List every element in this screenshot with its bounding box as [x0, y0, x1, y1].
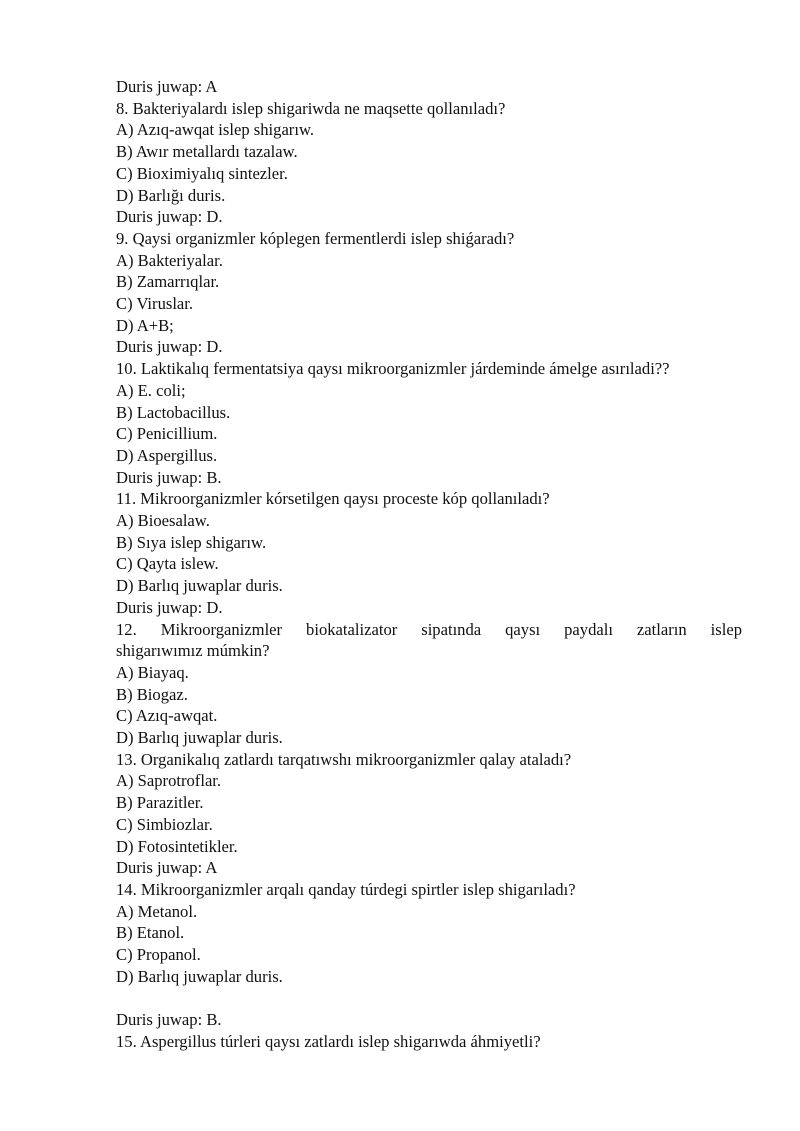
- option-line: C) Propanol.: [116, 945, 201, 965]
- answer-line: Duris juwap: D.: [116, 337, 223, 357]
- blank-line: [116, 988, 742, 1010]
- question-8: 8. Bakteriyalardı islep shigariwda ne maqsette qollanıladı?: [116, 98, 506, 118]
- option-line: C) Viruslar.: [116, 294, 194, 314]
- answer-line: Duris juwap: B.: [116, 467, 222, 487]
- option-line: D) Aspergillus.: [116, 445, 218, 465]
- question-11: 11. Mikroorganizmler kórsetilgen qaysı proceste kóp qollanıladı?: [116, 489, 550, 509]
- option-line: A) Metanol.: [116, 901, 198, 921]
- option-line: C) Bioximiyalıq sintezler.: [116, 163, 288, 183]
- option-line: A) Saprotroflar.: [116, 771, 222, 791]
- option-line: B) Biogaz.: [116, 684, 188, 704]
- answer-line: Duris juwap: B.: [116, 1010, 222, 1030]
- option-line: B) Lactobacillus.: [116, 402, 231, 422]
- question-15: 15. Aspergillus túrleri qaysı zatlardı islep shigarıwda áhmiyetli?: [116, 1031, 541, 1051]
- option-line: D) A+B;: [116, 315, 174, 335]
- option-line: D) Fotosintetikler.: [116, 836, 238, 856]
- question-10: 10. Laktikalıq fermentatsiya qaysı mikroorganizmler járdeminde ámelge asırıladi??: [116, 359, 670, 379]
- question-14: 14. Mikroorganizmler arqalı qanday túrdegi spirtler islep shigarıladı?: [116, 880, 576, 899]
- option-line: B) Zamarrıqlar.: [116, 272, 220, 292]
- option-line: D) Barlığı duris.: [116, 185, 226, 205]
- option-line: C) Simbiozlar.: [116, 814, 213, 834]
- option-line: A) Biayaq.: [116, 662, 189, 682]
- option-line: A) E. coli;: [116, 380, 186, 400]
- option-line: C) Azıq-awqat.: [116, 706, 218, 726]
- document-page: [116, 76, 742, 1053]
- option-line: A) Bioesalaw.: [116, 511, 210, 531]
- answer-line: Duris juwap: D.: [116, 207, 223, 227]
- question-12-line-2: shigarıwımız múmkin?: [116, 641, 270, 661]
- option-line: B) Awır metallardı tazalaw.: [116, 142, 298, 162]
- option-line: C) Penicillium.: [116, 424, 218, 444]
- answer-line: Duris juwap: D.: [116, 597, 223, 617]
- question-9: 9. Qaysi organizmler kóplegen fermentlerdi islep shiǵaradı?: [116, 228, 515, 248]
- option-line: B) Etanol.: [116, 923, 185, 943]
- option-line: A) Bakteriyalar.: [116, 250, 223, 270]
- option-line: B) Sıya islep shigarıw.: [116, 532, 267, 552]
- option-line: C) Qayta islew.: [116, 554, 219, 574]
- option-line: D) Barlıq juwaplar duris.: [116, 966, 283, 986]
- option-line: D) Barlıq juwaplar duris.: [116, 576, 283, 596]
- answer-line: Duris juwap: A: [116, 77, 218, 96]
- question-13: 13. Organikalıq zatlardı tarqatıwshı mikroorganizmler qalay ataladı?: [116, 749, 572, 769]
- option-line: A) Azıq-awqat islep shigarıw.: [116, 120, 314, 140]
- question-12-line-1: 12. Mikroorganizmler biokatalizator sipatında qaysı paydalı zatların islep: [116, 619, 742, 639]
- answer-line: Duris juwap: A: [116, 858, 218, 878]
- option-line: B) Parazitler.: [116, 793, 204, 813]
- option-line: D) Barlıq juwaplar duris.: [116, 728, 283, 748]
